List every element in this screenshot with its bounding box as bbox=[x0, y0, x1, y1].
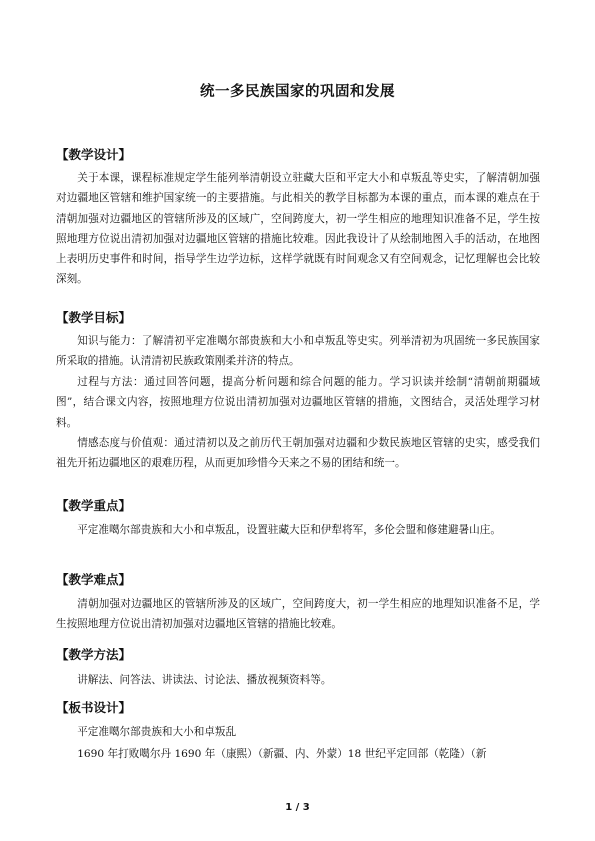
goals-knowledge-paragraph: 知识与能力：了解清初平定准噶尔部贵族和大小和卓叛乱等史实。列举清初为巩固统一多民族国家所采取的措施。认清清初民族政策刚柔并济的特点。 bbox=[56, 335, 540, 368]
section-heading-methods: 【教学方法】 bbox=[56, 647, 132, 662]
goals-process-paragraph: 过程与方法：通过回答问题，提高分析问题和综合问题的能力。学习识读并绘制“清朝前期疆域图”，结合课文内容，按照地理方位说出清初加强对边疆地区管辖的措施，文图结合，灵活处理学习材料。 bbox=[56, 376, 540, 429]
page-title: 统一多民族国家的巩固和发展 bbox=[200, 84, 395, 100]
goals-values-paragraph: 情感态度与价值观：通过清初以及之前历代王朝加强对边疆和少数民族地区管辖的史实，感受我们祖先开拓边疆地区的艰难历程，从而更加珍惜今天来之不易的团结和统一。 bbox=[56, 437, 540, 470]
section-heading-design: 【教学设计】 bbox=[56, 147, 132, 162]
page-number: 1 / 3 bbox=[285, 802, 310, 813]
board-line-2: 1690 年打败噶尔丹 1690 年（康熙）（新疆、内、外蒙）18 世纪平定回部（乾隆）（新 bbox=[77, 748, 487, 760]
board-line-1: 平定准噶尔部贵族和大小和卓叛乱 bbox=[77, 726, 237, 738]
key-points-paragraph: 平定准噶尔部贵族和大小和卓叛乱，设置驻藏大臣和伊犁将军，多伦会盟和修建避暑山庄。 bbox=[77, 524, 501, 536]
section-heading-board: 【板书设计】 bbox=[56, 700, 132, 715]
section-heading-key-points: 【教学重点】 bbox=[56, 498, 132, 513]
methods-paragraph: 讲解法、问答法、讲读法、讨论法、播放视频资料等。 bbox=[77, 674, 332, 686]
section-heading-difficulties: 【教学难点】 bbox=[56, 572, 132, 587]
section-heading-goals: 【教学目标】 bbox=[56, 310, 132, 325]
design-paragraph: 关于本课，课程标准规定学生能列举清朝设立驻藏大臣和平定大小和卓叛乱等史实，了解清朝加强对边疆地区管辖和维护国家统一的主要措施。与此相关的教学目标都为本课的重点，而本课的难点在于清朝加强对边疆地区的管辖所涉及的区域广，空间跨度大，初一学生相应的地理知识准备不足，学生按照地理方位说出清初加强对边疆地区管辖的措施比较难。因此我设计了从绘制地图入手的活动，在地图上表明历史事件和时间，指导学生边学边标，这样学就既有时间观念又有空间观念，记忆理解也会比较深刻。 bbox=[56, 172, 540, 286]
difficulties-paragraph: 清朝加强对边疆地区的管辖所涉及的区域广，空间跨度大，初一学生相应的地理知识准备不足，学生按照地理方位说出清初加强对边疆地区管辖的措施比较难。 bbox=[56, 598, 540, 631]
